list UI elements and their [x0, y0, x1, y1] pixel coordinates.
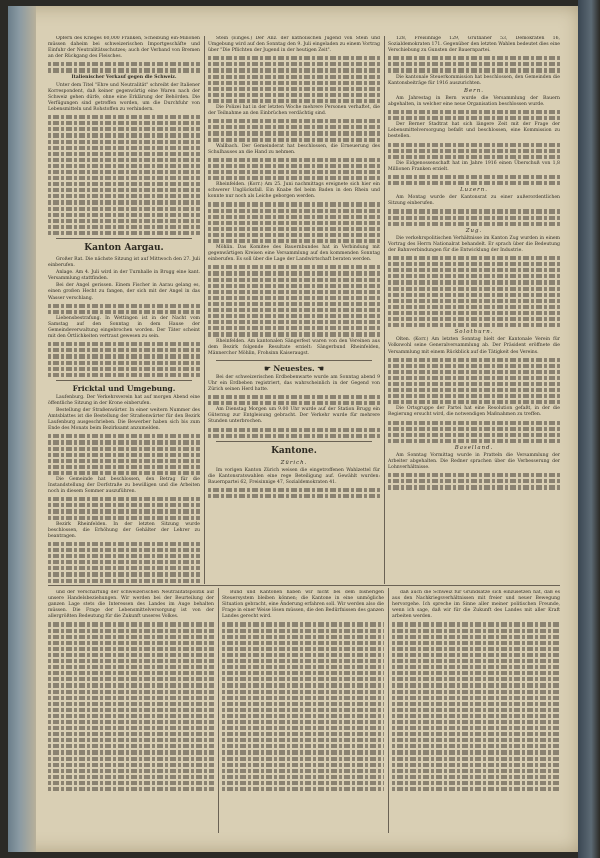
col3-paragraph-7: Die verkehrspolitischen Verhältnisse im Kanton Zug wurden in einem Vortrag des Herrn Nationalrat behandelt. Er sprach über die Bedeutung der Bahnverbindungen für die Entwicklung der Industrie.: [388, 235, 560, 253]
bottom-column-2: [222, 590, 384, 832]
col2-paragraph-1: Stein (Einges.) Der Anz. der katholischen Jugend von Stein und Umgebung wird auf den Sonntag den 9. Juli eingeladen zu einem Vortrag über "Die Pflichten der Jugend in der heutigen Zeit".: [208, 36, 380, 54]
column-rule-4: [388, 588, 389, 833]
heading-baselland: Baselland.: [454, 444, 494, 451]
col2-paragraph-3: Wallbach. Der Gemeinderat hat beschlossen, die Erneuerung des Schulhauses an die Hand zu nehmen.: [208, 143, 380, 155]
bottom-mid-text: Bund und Kantonen haben wir nicht bei dem bisherigen Steuersystem bleiben können; die Kantone in eine unmögliche Situation gebracht, eine Änderung erfahren soll. Wir werden also die Frage in einer Weise lösen müssen, die den Bedürfnissen des ganzen Landes gerecht wird.: [222, 590, 384, 620]
col3-paragraph-5: Die Eidgenossenschaft hat im Jahre 1916 einen Überschuß von 1,8 Millionen Franken erzielt.: [388, 160, 560, 172]
col2-paragraph-5: Möhlin. Das Komitee des Bauernbundes hat in Verbindung mit gegenwärtigen Kreisen eine Versammlung auf den kommenden Sonntag einberufen. Es soll über die Lage der Landwirtschaft beraten werden.: [208, 245, 380, 263]
heading-zug: Zug.: [465, 227, 483, 234]
bottom-column-1: [48, 590, 214, 832]
column-3: [388, 36, 560, 584]
newspaper-page: [8, 6, 580, 852]
heading-zurich: Zürich.: [280, 459, 308, 466]
heading-bern: Bern.: [464, 87, 484, 94]
col2-paragraph-6: Rheinfelden. Am kantonalen Sängerfest waren von den Vereinen aus dem Bezirk folgende Resultate erzielt: Sängerbund Rheinfelden, Männerchor Möhlin, Frohsinn Kaiseraugst.: [208, 338, 380, 356]
col1-paragraph-10: Bezirk Rheinfelden. In der letzten Sitzung wurde beschlossen, die Erhöhung der Gehälter der Lehrer zu beantragen.: [48, 521, 200, 539]
column-rule-2: [384, 36, 385, 584]
bottom-left-text: und der Verschärfung der schweizerischen Neutralitätspolitik auf unsere Handelsbeziehungen. Wir werden bei der Beurteilung der ganzen Lage stets die Interessen des Landes im Auge behalten müssen. Die Frage der Lebensmittelversorgung ist von der allergrößten Bedeutung für die Zukunft unseres Volkes.: [48, 590, 214, 620]
heading-luzern: Luzern.: [460, 187, 488, 194]
col3-paragraph-4: Der Berner Stadtrat hat sich längere Zeit mit der Frage der Lebensmittelversorgung befaßt und beschlossen, eine Kommission zu bestellen.: [388, 122, 560, 140]
col1-paragraph-6: Liebensbestrafung. In Wettingen ist in der Nacht vom Samstag auf den Sonntag in dem Hause der Gemeindeverwaltung eingebrochen worden. Der Täter scheint mit den Örtlichkeiten vertraut gewesen zu sein.: [48, 315, 200, 340]
col1-paragraph-8: Bestellung der Straßenwärter. In einer weitern Nummer des Amtsblattes ist die Bestellung der Straßenwärter für den Bezirk Laufenburg ausgeschrieben. Die Bewerber haben sich bis zum Ende des Monats beim Bezirksamt anzumelden.: [48, 407, 200, 432]
col1-heading-italian: Italienischer Verkauf gegen die Schweiz.: [71, 74, 177, 80]
bottom-column-3: [392, 590, 560, 832]
pointing-hand-left-icon: ☛: [264, 363, 274, 373]
horizontal-rule: [48, 585, 560, 586]
col2-paragraph-9: Im vorigen Kanton Zürich weisen die eingetroffenen Wahlzettel für die Kantonsratswahlen eine rege Beteiligung auf. Gewählt wurden: Bauernpartei 62, Freisinnige 47, Sozialdemokraten 41.: [208, 467, 380, 485]
col2-paragraph-8: Am Dienstag Morgen um 9.00 Uhr wurde auf der Station Brugg ein Güterzug zur Entgleisung gebracht. Der Verkehr wurde für mehrere Stunden unterbrochen.: [208, 407, 380, 425]
column-rule-3: [218, 588, 219, 833]
col1-paragraph-9: Die Gemeinde hat beschlossen, den Betrag für die Instandstellung der Dorfstraße zu bewilligen und die Arbeiten noch in diesem Sommer auszuführen.: [48, 477, 200, 495]
col1-paragraph-3: Großer Rat. Die nächste Sitzung ist auf Mittwoch den 27. Juli einberufen.: [48, 257, 200, 269]
col2-paragraph-2: Die Polizei hat in der letzten Woche mehrere Personen verhaftet, die der Teilnahme an den Einbrüchen verdächtig sind.: [208, 105, 380, 117]
col1-paragraph-1: Opfern des Krieges 60,000 Franken, Scheibung ein-Milionen müssen daheim bei schweizerischen Importgeschäfte und Einfuhr der Neutralitätsschutzes; auch der Verband von Bremen an der Rückgang des Fleisches.: [48, 36, 200, 60]
col1-paragraph-2: Unter dem Titel "Ehre und Neutralität" schreibt der Italiener Korrespondent, daß keiner gegenwärtig eine Waren nach der Schweiz gehen dürfe, ohne eine Erklärung der Behörden. Die Verfügungen sind getroffen worden, um die Durchfuhr von Lebensmitteln und Rohstoffen zu verhindern.: [48, 82, 200, 113]
book-spine: [8, 6, 36, 852]
col3-paragraph-2: Die kantonale Steuerkommission hat beschlossen, den Gemeinden die Kantonsbeiträge für 1916 auszurichten.: [388, 74, 560, 86]
book-edge: [578, 0, 600, 858]
bottom-right-text: daß auch die Schweiz für Grundsätze sich einzusetzen hat, daß es aus den Nachkriegsverhältnissen mit freier und neuer Bewegung hervorgehe. Ich spreche im Sinne aller meiner politischen Freunde, wenn ich sage, daß wir für die Zukunft des Landes mit aller Kraft arbeiten werden.: [392, 590, 560, 620]
col1-paragraph-5: Bei der Angel gerissen. Einem Fischer in Aarau gelang es, einen großen Hecht zu fangen, der sich mit der Angel in das Wasser verschlang.: [48, 283, 200, 301]
column-1: [48, 36, 200, 584]
col3-paragraph-8: Olten. (Korr.) Am letzten Sonntag hielt der Kantonale Verein für Volkswohl seine Generalversammlung ab. Der Präsident eröffnete die Versammlung mit einem Rückblick auf die Tätigkeit des Vereins.: [388, 337, 560, 355]
col3-paragraph-9: Die Ortsgruppe der Partei hat eine Resolution gefaßt, in der die Regierung ersucht wird, die notwendigen Maßnahmen zu treffen.: [388, 406, 560, 418]
col2-paragraph-7: Bei der schweizerischen Erdbebenwarte wurde am Sonntag abend 9 Uhr ein Erdbeben registriert, das wahrscheinlich in der Gegend von Zürich seinen Herd hatte.: [208, 374, 380, 392]
col3-paragraph-6: Am Montag wurde der Kantonsrat zu einer außerordentlichen Sitzung einberufen.: [388, 195, 560, 207]
col3-paragraph-10: Am Sonntag Vormittag wurde in Pratteln die Versammlung der Arbeiter abgehalten. Die Redner sprachen über die Verbesserung der Lohnverhältnisse.: [388, 453, 560, 471]
column-rule-1: [204, 36, 205, 584]
heading-neuestes: ☛ Neuestes. ☚: [264, 363, 324, 373]
col2-paragraph-4: Rheinfelden. (Korr.) Am 25. Juni nachmittags ereignete sich hier ein schwerer Unglücksfall. Ein Knabe fiel beim Baden in den Rhein und konnte nur noch als Leiche geborgen werden.: [208, 182, 380, 200]
col3-paragraph-1: 128, Freisinnige 129, Grütlianer 53, Demokraten 16, Sozialdemokraten 171. Gegenüber den letzten Wahlen bedeutet dies eine Verschiebung zu Gunsten der Bauernpartei.: [388, 36, 560, 54]
heading-solothurn: Solothurn.: [454, 329, 494, 336]
heading-kantone: Kantone.: [271, 445, 317, 456]
heading-fricktal: Fricktal und Umgebung.: [72, 383, 176, 393]
col1-paragraph-4: Anlage. Am 4. Juli wird in der Turnhalle in Brugg eine kant. Versammlung stattfinden.: [48, 270, 200, 282]
column-2: [208, 36, 380, 584]
heading-kanton-aargau: Kanton Aargau.: [84, 243, 164, 253]
col3-paragraph-3: Am Jahrestag in Bern wurde die Versammlung der Bauern abgehalten, in welcher eine neue Organisation beschlossen wurde.: [388, 95, 560, 107]
col1-paragraph-7: Laufenburg. Der Verkehrsverein hat auf morgen Abend eine öffentliche Sitzung in der Krone einberufen.: [48, 394, 200, 406]
pointing-hand-right-icon: ☚: [314, 363, 324, 373]
